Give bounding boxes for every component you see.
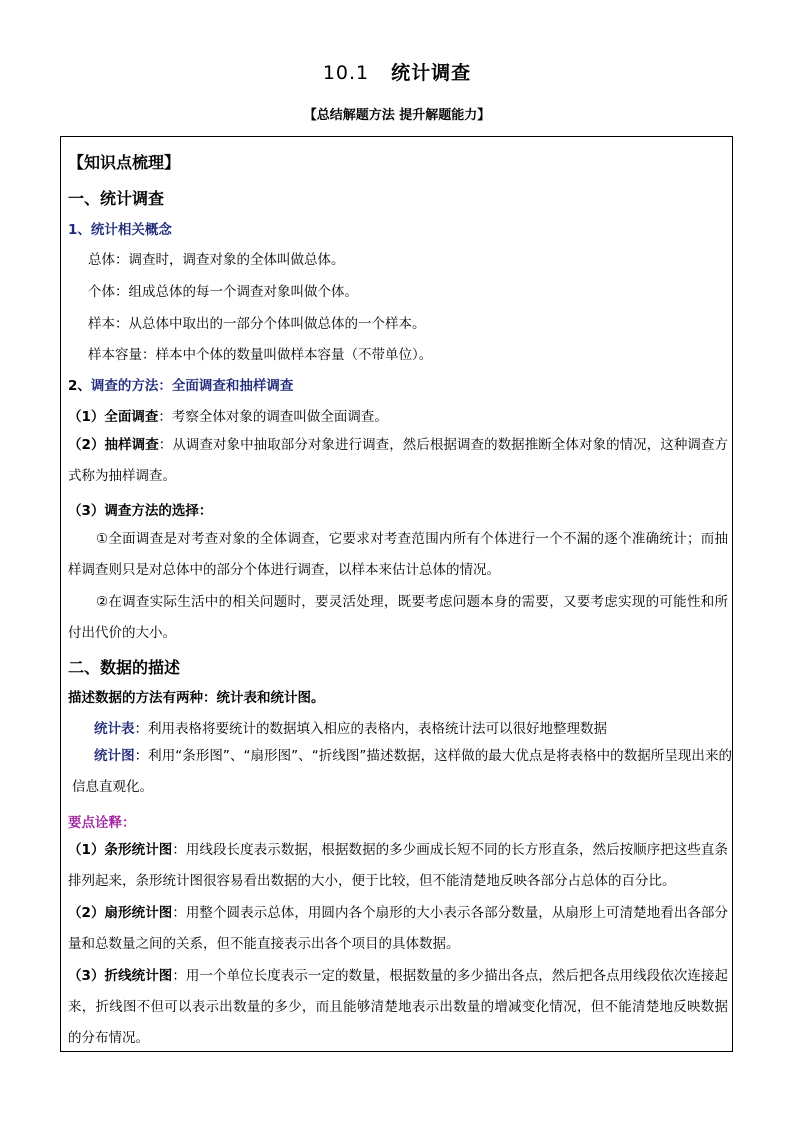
section-1-title: 一、统计调查 xyxy=(68,189,165,208)
keypoint-1 xyxy=(68,835,728,897)
method-2-text: ：从调查对象中抽取部分对象进行调查，然后根据调查的数据推断全体对象的情况，这种调查方式称为抽样调查。 xyxy=(68,437,728,484)
section-2-intro: 描述数据的方法有两种：统计表和统计图。 xyxy=(68,690,325,706)
section-1-1-title: 1、统计相关概念 xyxy=(68,222,172,238)
section-1-2-title xyxy=(68,374,293,394)
stat-table-text: ：利用表格将要统计的数据填入相应的表格内，表格统计法可以很好地整理数据 xyxy=(134,721,607,737)
section-1-2-text: 调查的方法：全面调查和抽样调查 xyxy=(90,378,294,394)
stat-chart-desc xyxy=(72,741,732,803)
method-2 xyxy=(68,430,728,492)
section-1-2-prefix: 2、 xyxy=(68,378,91,394)
keypoint-2-text: ：用整个圆表示总体，用圆内各个扇形的大小表示各部分数量，从扇形上可清楚地看出各部分量和总数量之间的关系，但不能直接表示出各个项目的具体数据。 xyxy=(68,905,728,952)
section-2-title: 二、数据的描述 xyxy=(68,658,181,677)
method-3-label: （3）调查方法的选择： xyxy=(68,503,213,519)
choice-1: ①全面调查是对考查对象的全体调查，它要求对考查范围内所有个体进行一个不漏的逐个准确统计；而抽样调查则只是对总体中的部分个体进行调查，以样本来估计总体的情况。 xyxy=(68,531,728,578)
stat-table-label: 统计表 xyxy=(94,721,135,737)
method-1-text: ：考察全体对象的调查叫做全面调查。 xyxy=(158,409,388,425)
keypoint-2-label: （2）扇形统计图 xyxy=(68,905,173,921)
keypoint-2 xyxy=(68,898,728,960)
keypoint-3-label: （3）折线统计图 xyxy=(68,968,173,984)
keypoint-3-text: ：用一个单位长度表示一定的数量，根据数量的多少描出各点，然后把各点用线段依次连接起来，折线图不但可以表示出数量的多少，而且能够清楚地表示出数量的增减变化情况，但不能清楚地反映数据的分布情况。 xyxy=(68,968,728,1046)
page-subtitle: 【总结解题方法 提升解题能力】 xyxy=(303,108,491,123)
method-1-label: （1）全面调查 xyxy=(68,409,159,425)
stat-chart-text: ：利用“条形图”、“扇形图”、“折线图”描述数据，这样做的最大优点是将表格中的数据所呈现出来的信息直观化。 xyxy=(72,748,732,795)
method-2-label: （2）抽样调查 xyxy=(68,437,159,453)
section-number: 10.1 xyxy=(322,62,370,84)
keypoint-3 xyxy=(68,961,728,1054)
keypoints-title: 要点诠释： xyxy=(68,815,136,831)
choice-2: ②在调查实际生活中的相关问题时，要灵活处理，既要考虑问题本身的需要，又要考虑实现的可能性和所付出代价的大小。 xyxy=(68,594,728,641)
definition-individual: 个体：组成总体的每一个调查对象叫做个体。 xyxy=(88,284,358,300)
knowledge-heading: 【知识点梳理】 xyxy=(68,153,181,172)
definition-sample-size: 样本容量：样本中个体的数量叫做样本容量（不带单位）。 xyxy=(88,347,433,363)
page-title xyxy=(0,58,794,85)
title-text: 统计调查 xyxy=(391,62,472,84)
keypoint-1-text: ：用线段长度表示数据，根据数据的多少画成长短不同的长方形直条，然后按顺序把这些直条排列起来，条形统计图很容易看出数据的大小，便于比较，但不能清楚地反映各部分占总体的百分比。 xyxy=(68,842,728,889)
keypoint-1-label: （1）条形统计图 xyxy=(68,842,173,858)
method-1 xyxy=(68,405,388,425)
definition-total: 总体：调查时，调查对象的全体叫做总体。 xyxy=(88,252,345,268)
definition-sample: 样本：从总体中取出的一部分个体叫做总体的一个样本。 xyxy=(88,316,426,332)
stat-table-desc xyxy=(94,717,607,737)
stat-chart-label: 统计图 xyxy=(94,748,135,764)
